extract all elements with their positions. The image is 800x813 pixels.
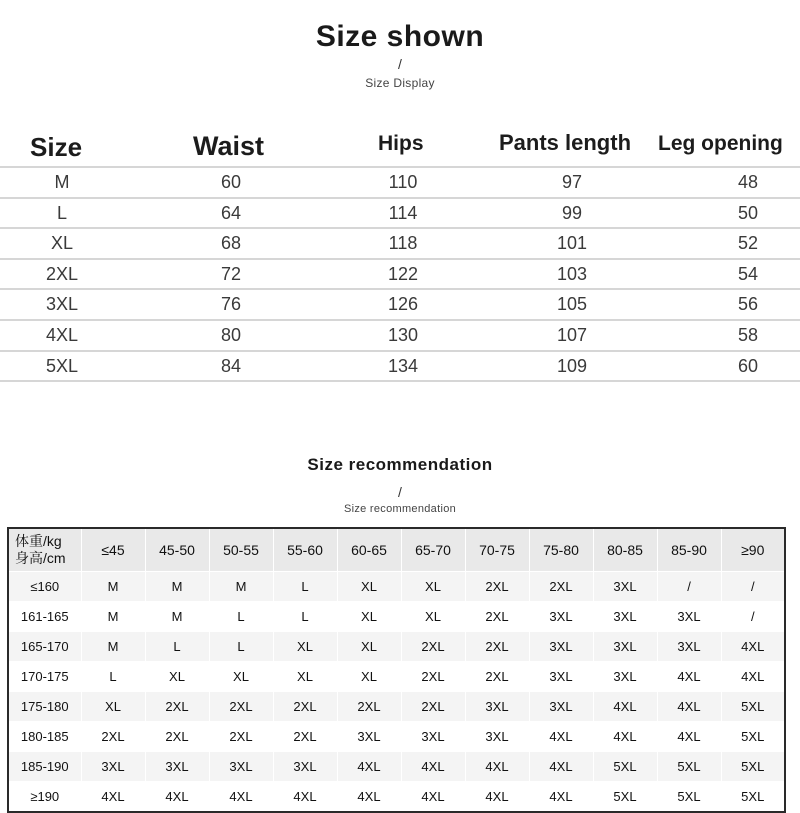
height-label: 165-170 <box>8 632 81 662</box>
recommended-size: XL <box>81 692 145 722</box>
recommended-size: M <box>81 572 145 602</box>
recommended-size: / <box>657 572 721 602</box>
size-row <box>0 288 800 319</box>
recommended-size: 5XL <box>721 782 785 813</box>
recommended-size: L <box>209 602 273 632</box>
recommended-size: L <box>209 632 273 662</box>
cell-hips: 118 <box>388 233 418 254</box>
recommended-size: 2XL <box>337 692 401 722</box>
title-slash: / <box>398 56 402 72</box>
recommended-size: 4XL <box>145 782 209 813</box>
height-row <box>8 662 785 692</box>
recommended-size: M <box>81 602 145 632</box>
recommended-size: 2XL <box>465 572 529 602</box>
recommended-size: 4XL <box>529 752 593 782</box>
recommended-size: 2XL <box>465 602 529 632</box>
recommended-size: 3XL <box>337 722 401 752</box>
recommended-size: 5XL <box>721 722 785 752</box>
recommended-size: 4XL <box>721 662 785 692</box>
size-row <box>0 166 800 197</box>
recommended-size: 4XL <box>337 782 401 813</box>
size-recommendation-table <box>7 527 786 813</box>
recommended-size: 3XL <box>529 602 593 632</box>
cell-waist: 80 <box>220 324 242 345</box>
recommended-size: 3XL <box>529 692 593 722</box>
recommended-size: XL <box>337 572 401 602</box>
recommended-size: XL <box>401 602 465 632</box>
recommended-size: L <box>145 632 209 662</box>
recommended-size: 4XL <box>81 782 145 813</box>
height-row <box>8 602 785 632</box>
recommended-size: 5XL <box>657 782 721 813</box>
cell-waist: 76 <box>220 294 242 315</box>
recommended-size: 4XL <box>657 692 721 722</box>
weight-header: 60-65 <box>337 528 401 572</box>
size-chart-header <box>0 128 800 166</box>
cell-hips: 126 <box>387 294 419 315</box>
cell-hips: 110 <box>388 172 418 192</box>
cell-waist: 84 <box>220 355 242 376</box>
recommended-size: L <box>273 602 337 632</box>
cell-leg-opening: 58 <box>737 324 759 345</box>
cell-size: M <box>54 172 70 192</box>
height-label: ≤160 <box>8 572 81 602</box>
height-label: ≥190 <box>8 782 81 813</box>
recommended-size: 5XL <box>721 752 785 782</box>
recommended-size: 4XL <box>657 662 721 692</box>
cell-size: L <box>56 202 68 223</box>
height-row <box>8 692 785 722</box>
recommended-size: 2XL <box>401 692 465 722</box>
height-row <box>8 632 785 662</box>
weight-header: 65-70 <box>401 528 465 572</box>
recommended-size: 3XL <box>593 632 657 662</box>
cell-leg-opening: 54 <box>737 263 759 284</box>
recommended-size: 4XL <box>529 782 593 813</box>
recommended-size: 2XL <box>209 692 273 722</box>
cell-hips: 130 <box>387 324 419 345</box>
height-row <box>8 722 785 752</box>
recommended-size: M <box>81 632 145 662</box>
recommended-size: 5XL <box>721 692 785 722</box>
cell-size: XL <box>50 233 74 254</box>
recommended-size: 4XL <box>273 782 337 813</box>
size-display-subtitle: Size Display <box>365 76 435 90</box>
recommended-size: 4XL <box>593 692 657 722</box>
recommended-size: 4XL <box>657 722 721 752</box>
recommended-size: 2XL <box>465 632 529 662</box>
height-label: 170-175 <box>8 662 81 692</box>
weight-header: 75-80 <box>529 528 593 572</box>
cell-size: 2XL <box>45 263 79 284</box>
recommended-size: 3XL <box>593 662 657 692</box>
recommended-size: 4XL <box>401 782 465 813</box>
recommended-size: 2XL <box>465 662 529 692</box>
recommended-size: XL <box>273 662 337 692</box>
header-hips: Hips <box>378 132 424 155</box>
cell-leg-opening: 50 <box>737 202 759 223</box>
cell-size: 3XL <box>45 294 79 315</box>
height-label: 180-185 <box>8 722 81 752</box>
height-row <box>8 572 785 602</box>
recommended-size: 3XL <box>657 632 721 662</box>
recommended-size: M <box>145 602 209 632</box>
recommended-size: / <box>721 572 785 602</box>
cell-size: 4XL <box>45 324 79 345</box>
height-axis-label: 身高/cm <box>15 550 66 566</box>
recommended-size: 2XL <box>401 662 465 692</box>
recommended-size: L <box>273 572 337 602</box>
recommended-size: 4XL <box>465 752 529 782</box>
recommended-size: 3XL <box>465 692 529 722</box>
size-row <box>0 319 800 350</box>
recommended-size: L <box>81 662 145 692</box>
height-row <box>8 752 785 782</box>
recommended-size: XL <box>273 632 337 662</box>
cell-leg-opening: 56 <box>737 294 759 315</box>
weight-header: 55-60 <box>273 528 337 572</box>
recommended-size: 3XL <box>81 752 145 782</box>
size-row <box>0 227 800 258</box>
header-size: Size <box>30 132 83 162</box>
cell-leg-opening: 60 <box>737 355 759 376</box>
recommended-size: 4XL <box>337 752 401 782</box>
size-row <box>0 197 800 228</box>
weight-header: 45-50 <box>145 528 209 572</box>
recommended-size: 3XL <box>145 752 209 782</box>
cell-hips: 122 <box>387 263 419 284</box>
header-leg-opening: Leg opening <box>658 132 783 155</box>
size-chart <box>0 128 800 382</box>
recommended-size: XL <box>209 662 273 692</box>
cell-pants-length: 107 <box>556 324 588 345</box>
corner-cell <box>8 528 81 572</box>
header-pants-length: Pants length <box>499 130 632 155</box>
recommended-size: 3XL <box>529 632 593 662</box>
recommended-size: 4XL <box>401 752 465 782</box>
height-row <box>8 782 785 813</box>
cell-waist: 72 <box>220 263 242 284</box>
cell-waist: 60 <box>220 172 242 192</box>
recommended-size: 3XL <box>465 722 529 752</box>
cell-pants-length: 103 <box>556 263 588 284</box>
recommended-size: 4XL <box>209 782 273 813</box>
header-waist: Waist <box>193 131 265 161</box>
weight-header: 80-85 <box>593 528 657 572</box>
cell-pants-length: 105 <box>556 294 588 315</box>
height-label: 161-165 <box>8 602 81 632</box>
recommended-size: 3XL <box>529 662 593 692</box>
cell-leg-opening: 52 <box>737 233 759 254</box>
recommended-size: XL <box>401 572 465 602</box>
cell-pants-length: 101 <box>556 233 588 254</box>
weight-header: ≥90 <box>721 528 785 572</box>
recommended-size: XL <box>337 632 401 662</box>
size-row <box>0 350 800 383</box>
height-label: 175-180 <box>8 692 81 722</box>
recommended-size: 2XL <box>401 632 465 662</box>
cell-hips: 134 <box>387 355 419 376</box>
recommended-size: M <box>209 572 273 602</box>
weight-header: 50-55 <box>209 528 273 572</box>
cell-pants-length: 109 <box>556 355 588 376</box>
recommended-size: 3XL <box>209 752 273 782</box>
recommended-size: XL <box>145 662 209 692</box>
height-label: 185-190 <box>8 752 81 782</box>
cell-waist: 68 <box>220 233 242 254</box>
recommended-size: 5XL <box>657 752 721 782</box>
recommended-size: 3XL <box>593 572 657 602</box>
recommended-size: 3XL <box>273 752 337 782</box>
recommended-size: 3XL <box>593 602 657 632</box>
recommended-size: 4XL <box>593 722 657 752</box>
weight-header: 70-75 <box>465 528 529 572</box>
recommended-size: 2XL <box>273 692 337 722</box>
cell-waist: 64 <box>220 202 242 223</box>
recommended-size: M <box>145 572 209 602</box>
recommended-size: 5XL <box>593 752 657 782</box>
recommended-size: 4XL <box>529 722 593 752</box>
recommended-size: 4XL <box>465 782 529 813</box>
recommended-size: / <box>721 602 785 632</box>
size-shown-title: Size shown <box>315 20 485 53</box>
recommended-size: 3XL <box>657 602 721 632</box>
size-row <box>0 258 800 289</box>
size-recommendation-title: Size recommendation <box>307 455 493 474</box>
weight-header: 85-90 <box>657 528 721 572</box>
recommended-size: 2XL <box>145 722 209 752</box>
recommended-size: 4XL <box>721 632 785 662</box>
cell-pants-length: 99 <box>561 202 583 223</box>
cell-pants-length: 97 <box>561 172 583 192</box>
recommended-size: 2XL <box>209 722 273 752</box>
recommended-size: XL <box>337 662 401 692</box>
cell-hips: 114 <box>388 202 418 223</box>
weight-header: ≤45 <box>81 528 145 572</box>
cell-leg-opening: 48 <box>737 172 759 192</box>
weight-header-row <box>8 528 785 572</box>
cell-size: 5XL <box>45 355 79 376</box>
recommended-size: 5XL <box>593 782 657 813</box>
recommended-size: XL <box>337 602 401 632</box>
size-recommendation-subtitle: Size recommendation <box>343 503 457 515</box>
recommendation-slash: / <box>398 484 402 500</box>
weight-axis-label: 体重/kg <box>15 533 62 549</box>
recommended-size: 2XL <box>145 692 209 722</box>
recommended-size: 3XL <box>401 722 465 752</box>
recommended-size: 2XL <box>273 722 337 752</box>
recommended-size: 2XL <box>81 722 145 752</box>
recommended-size: 2XL <box>529 572 593 602</box>
